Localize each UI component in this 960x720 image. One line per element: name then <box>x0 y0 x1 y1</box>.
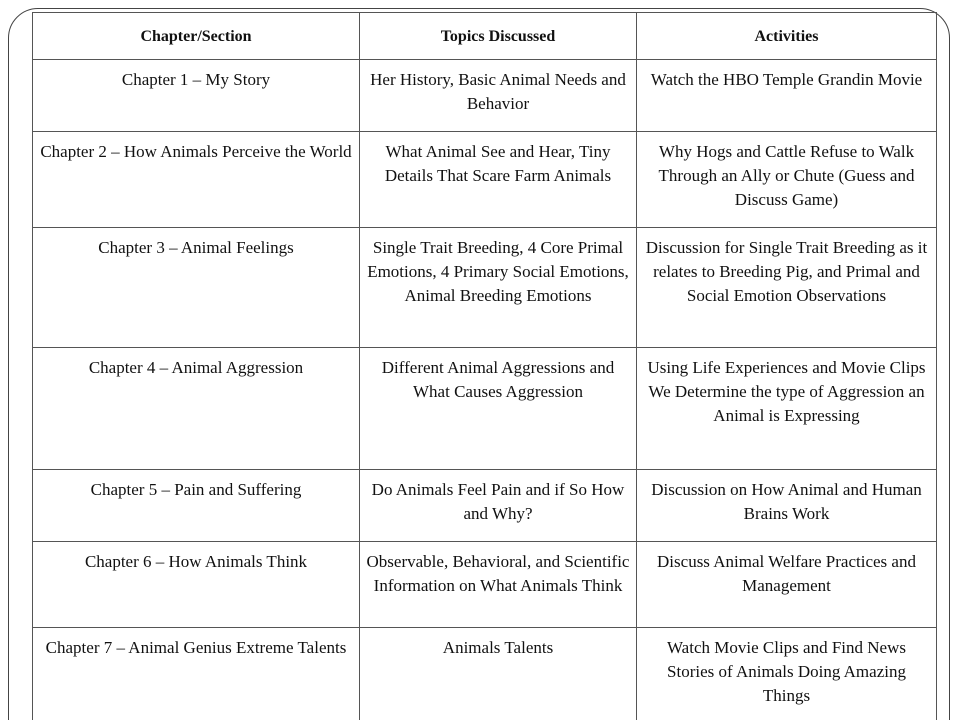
chapter-cell: Chapter 6 – How Animals Think <box>33 542 360 628</box>
activities-cell: Why Hogs and Cattle Refuse to Walk Through an Ally or Chute (Guess and Discuss Game) <box>637 132 937 228</box>
topics-cell: Different Animal Aggressions and What Causes Aggression <box>360 348 637 470</box>
activities-cell: Using Life Experiences and Movie Clips We Determine the type of Aggression an Animal is Expressing <box>637 348 937 470</box>
table-row <box>33 228 937 348</box>
topics-cell: Single Trait Breeding, 4 Core Primal Emotions, 4 Primary Social Emotions, Animal Breeding Emotions <box>360 228 637 348</box>
topics-cell: Do Animals Feel Pain and if So How and Why? <box>360 470 637 542</box>
activities-cell: Watch the HBO Temple Grandin Movie <box>637 60 937 132</box>
topics-cell: Observable, Behavioral, and Scientific Information on What Animals Think <box>360 542 637 628</box>
chapter-cell: Chapter 2 – How Animals Perceive the World <box>33 132 360 228</box>
table-row <box>33 132 937 228</box>
activities-cell: Discuss Animal Welfare Practices and Management <box>637 542 937 628</box>
chapter-cell: Chapter 1 – My Story <box>33 60 360 132</box>
table-row <box>33 348 937 470</box>
topics-cell: Her History, Basic Animal Needs and Behavior <box>360 60 637 132</box>
chapter-cell: Chapter 5 – Pain and Suffering <box>33 470 360 542</box>
header-row <box>33 13 937 60</box>
table-row <box>33 542 937 628</box>
chapter-cell: Chapter 4 – Animal Aggression <box>33 348 360 470</box>
activities-cell: Watch Movie Clips and Find News Stories of Animals Doing Amazing Things <box>637 628 937 720</box>
header-topics-discussed: Topics Discussed <box>360 13 637 60</box>
topics-cell: Animals Talents <box>360 628 637 720</box>
activities-cell: Discussion on How Animal and Human Brains Work <box>637 470 937 542</box>
chapter-cell: Chapter 7 – Animal Genius Extreme Talents <box>33 628 360 720</box>
chapter-cell: Chapter 3 – Animal Feelings <box>33 228 360 348</box>
header-activities: Activities <box>637 13 937 60</box>
header-chapter-section: Chapter/Section <box>33 13 360 60</box>
table-row <box>33 60 937 132</box>
topics-cell: What Animal See and Hear, Tiny Details That Scare Farm Animals <box>360 132 637 228</box>
chapter-table <box>32 12 937 720</box>
table-row <box>33 628 937 720</box>
table-row <box>33 470 937 542</box>
activities-cell: Discussion for Single Trait Breeding as it relates to Breeding Pig, and Primal and Social Emotion Observations <box>637 228 937 348</box>
